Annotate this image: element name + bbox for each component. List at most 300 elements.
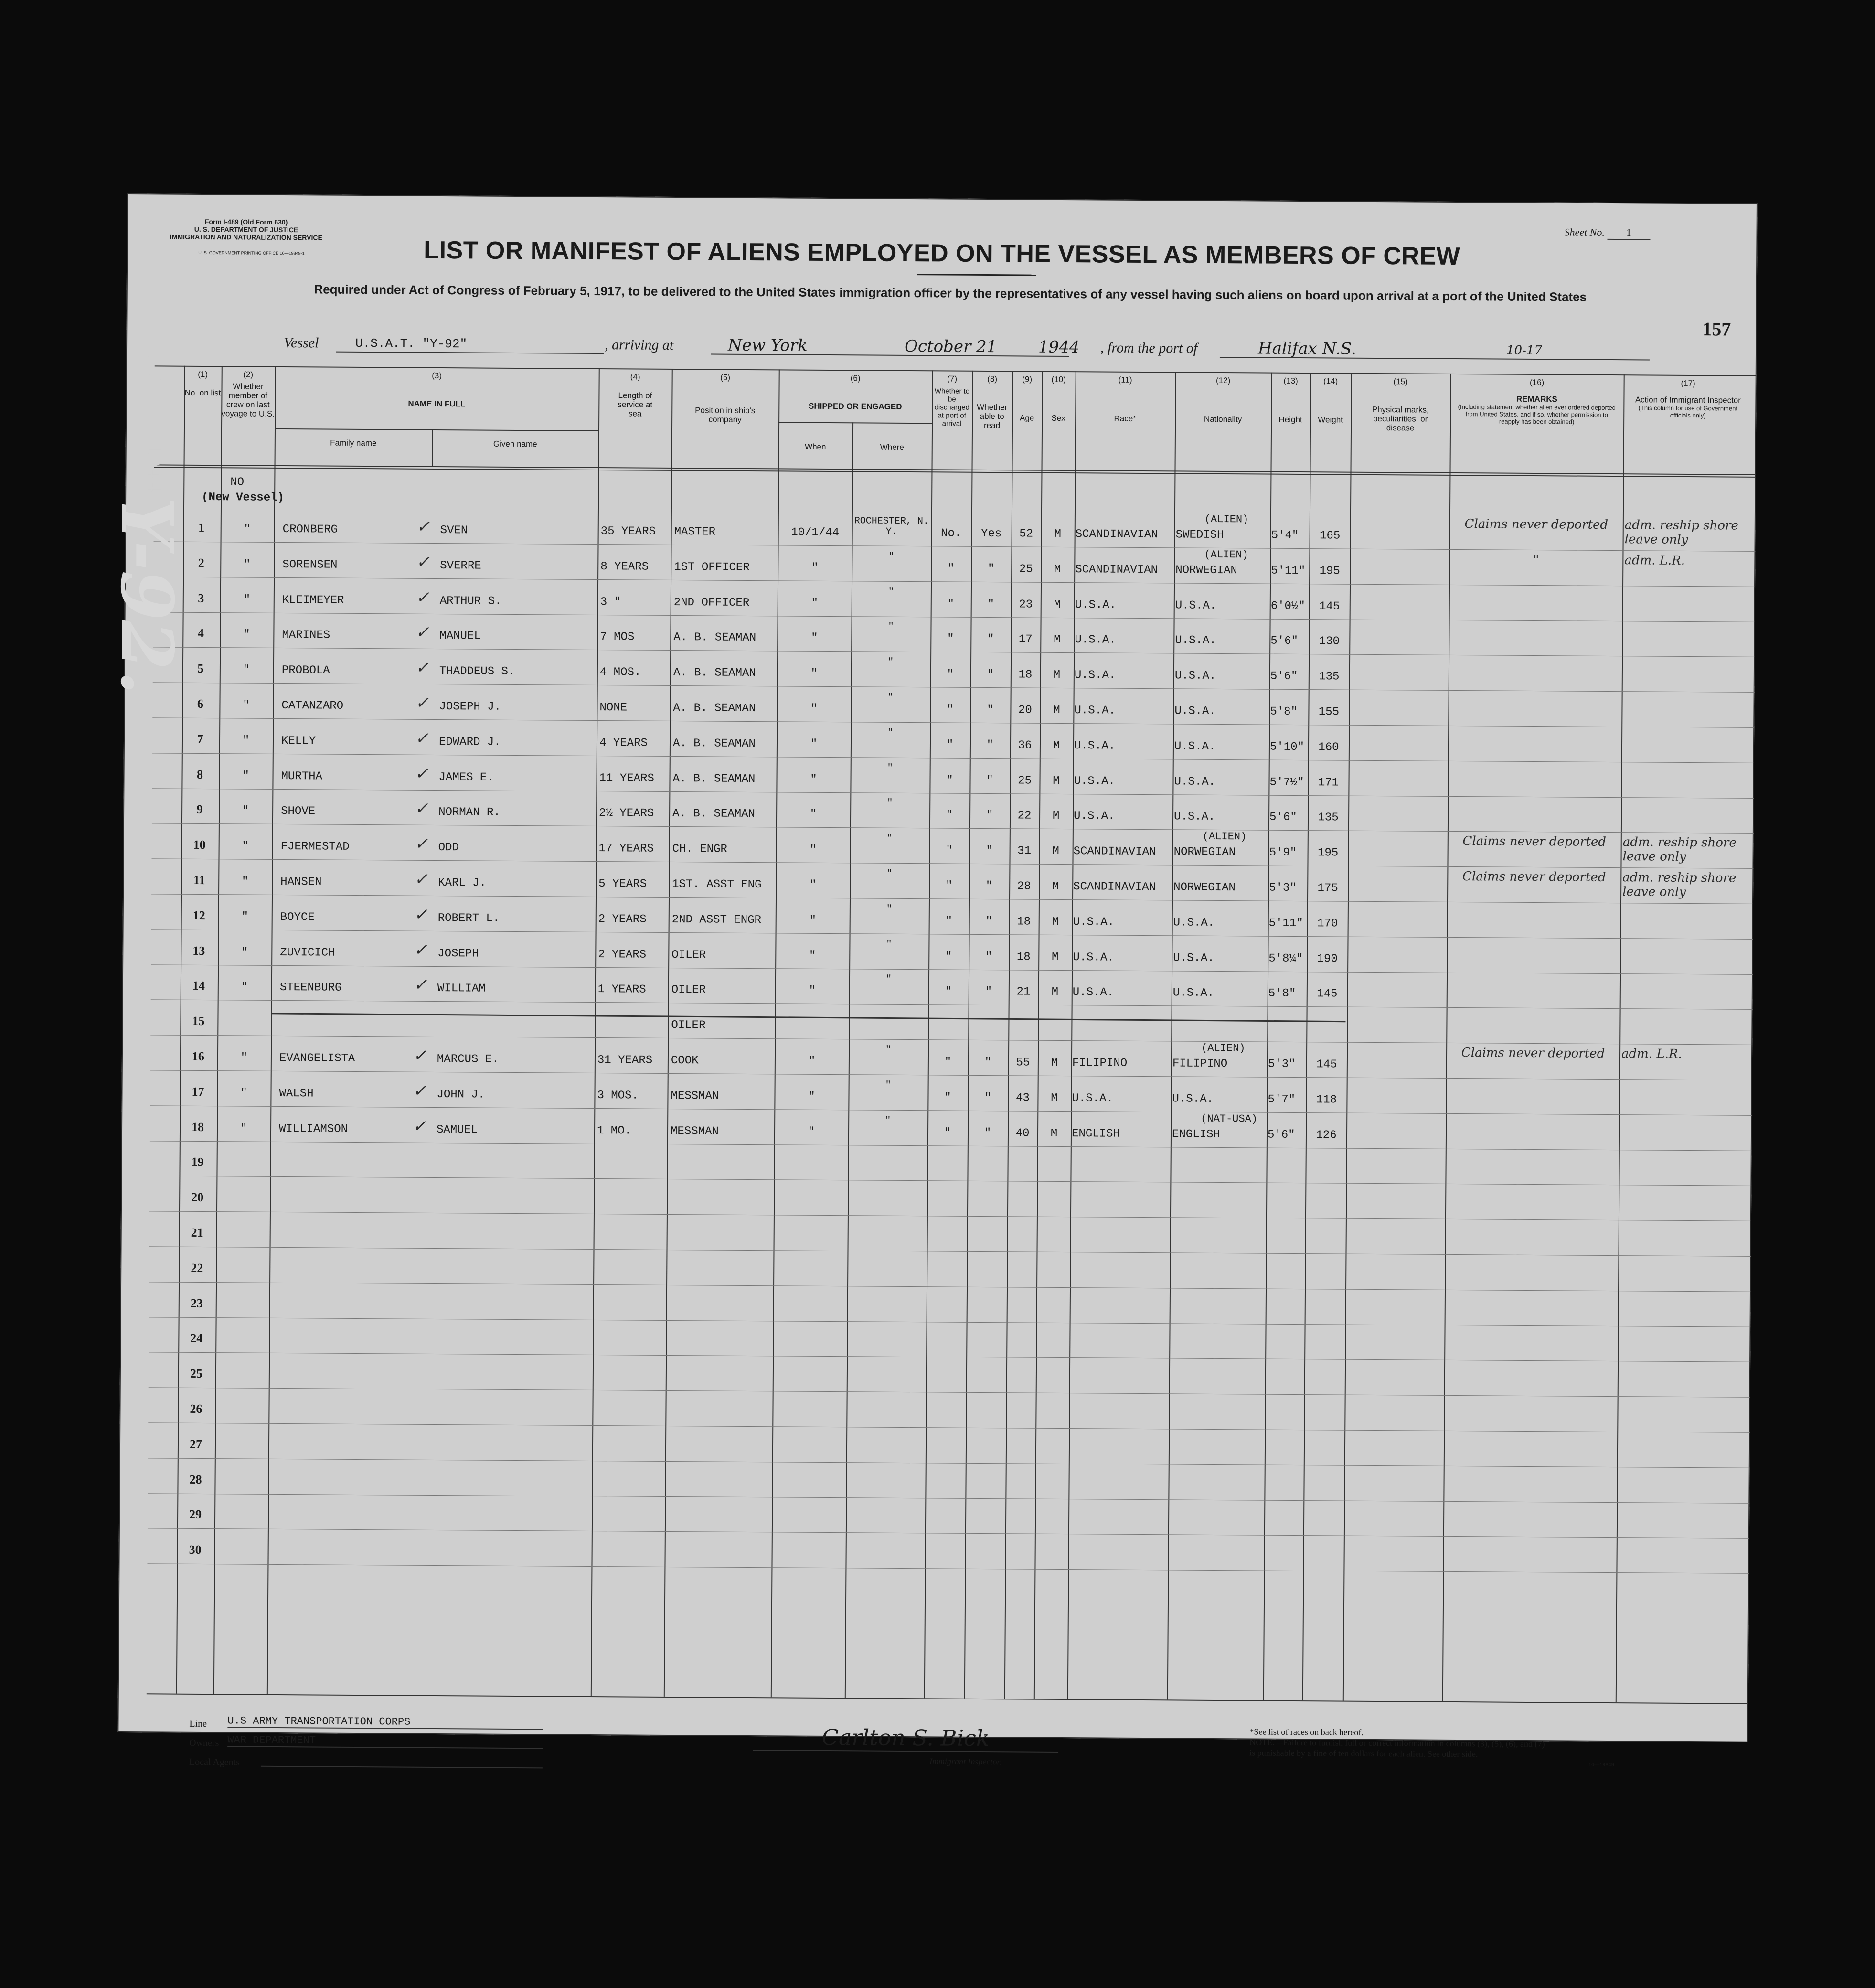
column-sublabel: (This column for use of Government officials only) — [1638, 404, 1738, 419]
cell-given-name: MARCUS E. — [437, 1052, 499, 1066]
row-number: 4 — [197, 626, 204, 640]
cell-age: 18 — [1017, 915, 1031, 929]
cell-discharged: " — [944, 1091, 951, 1104]
cell-position: A. B. SEAMAN — [673, 702, 756, 716]
cell-shipped-where: " — [887, 727, 894, 738]
cell-able-to-read: " — [987, 668, 994, 682]
cell-sex: M — [1051, 951, 1059, 964]
cell-weight: 135 — [1318, 811, 1339, 824]
sheet-number-label: Sheet No. — [1564, 226, 1605, 238]
row-rule — [150, 1141, 1752, 1151]
cell-nationality-note: (ALIEN) — [1201, 1042, 1246, 1055]
cell-race: U.S.A. — [1075, 633, 1116, 647]
cell-sex: M — [1053, 774, 1060, 788]
cell-discharged: " — [946, 844, 953, 857]
cell-service: 11 YEARS — [599, 772, 654, 785]
cell-age: 52 — [1019, 527, 1033, 541]
cell-nationality: U.S.A. — [1172, 1092, 1214, 1106]
inspector-label: Immigrant Inspector. — [929, 1756, 1002, 1767]
cell-height: 5'11" — [1268, 917, 1303, 930]
checkmark-icon: ✓ — [413, 975, 427, 994]
row-rule — [151, 894, 1753, 904]
cell-height: 5'11" — [1271, 564, 1306, 578]
row-number: 10 — [193, 837, 206, 852]
from-date: 10-17 — [1506, 343, 1543, 358]
cell-action — [1622, 976, 1751, 977]
cell-weight: 190 — [1317, 952, 1338, 966]
column-label: Position in ship's company — [695, 406, 756, 424]
cell-position: 1ST. ASST ENG — [672, 877, 762, 892]
column-number: (9) — [1022, 374, 1033, 384]
row-rule — [151, 999, 1753, 1009]
cell-shipped-when: 10/1/44 — [791, 526, 840, 540]
cell-service: 2½ YEARS — [599, 807, 654, 820]
cell-remarks: Claims never deported — [1461, 1046, 1605, 1061]
column-number: (4) — [630, 372, 640, 382]
cell-family-name: KLEIMEYER — [282, 594, 344, 607]
row-rule — [148, 1458, 1750, 1468]
form-id-line: IMMIGRATION AND NATURALIZATION SERVICE — [170, 233, 322, 242]
cell-service: 4 MOS. — [599, 666, 641, 679]
cell-nationality-note: (ALIEN) — [1204, 513, 1249, 526]
cell-weight: 145 — [1317, 987, 1338, 1001]
footnote-races: *See list of races on back hereof. — [1249, 1727, 1364, 1737]
row-rule — [152, 717, 1754, 727]
cell-position: A. B. SEAMAN — [673, 666, 756, 680]
checkmark-icon: ✓ — [414, 869, 428, 889]
cell-service: NONE — [599, 701, 628, 715]
checkmark-icon: ✓ — [414, 940, 427, 960]
checkmark-icon: ✓ — [414, 905, 428, 924]
cell-family-name: WILLIAMSON — [278, 1122, 348, 1136]
cell-height: 5'8" — [1268, 987, 1296, 1000]
row-rule — [148, 1493, 1749, 1503]
cell-action: adm. reship shore leave only — [1622, 870, 1737, 899]
column-label: Whether able to read — [977, 402, 1008, 430]
column-subheader-when: When — [805, 442, 826, 451]
cell-discharged: " — [946, 809, 953, 822]
cell-given-name: SAMUEL — [436, 1123, 478, 1137]
row-rule — [149, 1282, 1751, 1292]
cell-prior-crew: " — [244, 523, 251, 536]
cell-family-name: KELLY — [281, 734, 316, 748]
cell-position: OILER — [671, 948, 706, 962]
checkmark-icon: ✓ — [415, 799, 428, 818]
cell-given-name: ARTHUR S. — [439, 595, 502, 608]
cell-age: 18 — [1018, 668, 1033, 682]
column-header-no — [184, 370, 221, 397]
cell-family-name: CATANZARO — [281, 699, 344, 713]
cell-weight: 126 — [1316, 1129, 1337, 1142]
column-label: Weight — [1318, 415, 1343, 425]
column-header-position — [671, 373, 779, 424]
page-title: LIST OR MANIFEST OF ALIENS EMPLOYED ON THE VESSEL AS MEMBERS OF CREW — [424, 236, 1460, 271]
cell-sex: M — [1054, 563, 1061, 576]
cell-race: FILIPINO — [1072, 1057, 1128, 1070]
cell-service: 2 YEARS — [598, 948, 647, 962]
cell-age: 20 — [1018, 704, 1032, 717]
cell-family-name: STEENBURG — [279, 981, 342, 994]
cell-sex: M — [1053, 668, 1061, 682]
cell-shipped-when: " — [811, 631, 818, 645]
cell-nationality: NORWEGIAN — [1175, 564, 1237, 577]
owners-value: WAR DEPARTMENT — [227, 1734, 543, 1749]
cell-remarks: " — [1533, 553, 1539, 567]
cell-prior-crew: " — [242, 804, 249, 818]
cell-remarks: Claims never deported — [1462, 869, 1606, 885]
cell-action: adm. reship shore leave only — [1622, 835, 1737, 864]
cell-height: 5'9" — [1269, 846, 1297, 859]
cell-shipped-where: " — [885, 973, 892, 985]
column-subheader-where: Where — [880, 442, 904, 452]
row-rule — [152, 753, 1754, 763]
cell-nationality-note: (NAT-USA) — [1201, 1112, 1258, 1125]
row-number: 3 — [198, 591, 204, 606]
checkmark-icon: ✓ — [415, 622, 430, 642]
cell-shipped-when: " — [809, 984, 816, 997]
cell-given-name: JOSEPH J. — [439, 700, 501, 714]
row-rule — [148, 1422, 1750, 1432]
column-label: Length of service at sea — [618, 391, 653, 418]
cell-able-to-read: " — [984, 1091, 991, 1105]
cell-family-name: ZUVICICH — [280, 946, 335, 960]
cell-nationality: U.S.A. — [1174, 775, 1216, 789]
row-rule — [152, 788, 1754, 798]
row-rule — [151, 858, 1753, 868]
cell-prior-crew: " — [241, 910, 249, 924]
row-number: 23 — [190, 1296, 203, 1311]
cell-race: U.S.A. — [1074, 704, 1116, 717]
column-number: (16) — [1529, 377, 1545, 387]
cell-height: 5'3" — [1268, 1058, 1296, 1071]
cell-given-name: MANUEL — [439, 630, 481, 643]
arriving-label: , arriving at — [604, 337, 674, 353]
cell-prior-crew: " — [241, 875, 249, 888]
cell-shipped-where: " — [887, 692, 894, 703]
row-rule — [153, 577, 1755, 587]
cell-race: SCANDINAVIAN — [1073, 845, 1156, 859]
cell-position: MASTER — [674, 525, 716, 539]
column-label: Age — [1019, 413, 1034, 423]
cell-family-name: FJERMESTAD — [280, 840, 350, 854]
row-number: 1 — [198, 520, 205, 535]
cell-remarks — [1452, 622, 1619, 623]
cell-remarks: Claims never deported — [1464, 517, 1609, 532]
cell-position: MESSMAN — [671, 1089, 719, 1103]
cell-age: 21 — [1016, 985, 1031, 999]
column-header-service — [598, 372, 672, 418]
cell-discharged: " — [947, 703, 954, 716]
cell-action: adm. L.R. — [1621, 1047, 1682, 1061]
column-label: Height — [1278, 415, 1302, 425]
row-rule — [149, 1387, 1750, 1397]
cell-able-to-read: " — [986, 774, 993, 788]
cell-nationality: U.S.A. — [1174, 669, 1216, 683]
cell-service: 17 YEARS — [598, 842, 654, 855]
cell-age: 40 — [1015, 1127, 1030, 1140]
cell-prior-crew: " — [240, 1051, 248, 1065]
cell-shipped-where: " — [885, 1115, 891, 1126]
cell-weight: 175 — [1317, 882, 1338, 895]
column-subheader-given: Given name — [493, 439, 537, 449]
cell-position: A. B. SEAMAN — [672, 737, 756, 751]
cell-shipped-when: " — [811, 597, 819, 610]
cell-action — [1623, 729, 1752, 730]
cell-nationality: FILIPINO — [1172, 1057, 1228, 1071]
cell-age: 18 — [1016, 951, 1031, 964]
line-label: Line — [189, 1718, 207, 1730]
cell-service: 35 YEARS — [600, 525, 656, 538]
cell-discharged: " — [946, 738, 954, 752]
cell-race: ENGLISH — [1071, 1127, 1120, 1141]
cell-weight: 135 — [1319, 670, 1340, 684]
row-number: 19 — [191, 1154, 204, 1169]
row-rule — [149, 1246, 1751, 1256]
column-header-remarks — [1450, 377, 1624, 426]
cell-race: U.S.A. — [1072, 1092, 1113, 1105]
cell-prior-crew: " — [243, 558, 251, 571]
column-header-prior-crew — [221, 370, 275, 418]
cell-given-name: SVERRE — [440, 559, 481, 573]
cell-weight: 145 — [1316, 1058, 1337, 1071]
column-label: SHIPPED OR ENGAGED — [808, 401, 902, 411]
column-number: (2) — [243, 370, 254, 379]
cell-height: 5'6" — [1269, 811, 1297, 824]
from-port-label: , from the port of — [1100, 340, 1198, 356]
checkmark-icon: ✓ — [416, 517, 430, 536]
cell-height: 5'4" — [1271, 529, 1299, 542]
cell-service: 5 YEARS — [598, 877, 647, 891]
cell-shipped-where: " — [888, 551, 895, 562]
cell-family-name: SHOVE — [281, 804, 316, 818]
cell-able-to-read: " — [987, 633, 994, 646]
owners-label: Owners — [189, 1737, 219, 1749]
cell-shipped-where: " — [885, 1080, 891, 1091]
cell-age: 25 — [1018, 774, 1032, 788]
column-number: (11) — [1118, 375, 1132, 385]
cell-age: 22 — [1017, 809, 1032, 823]
cell-family-name: PROBOLA — [281, 663, 330, 677]
cell-action — [1621, 1117, 1750, 1118]
cell-sex: M — [1052, 880, 1059, 893]
cell-shipped-when: " — [810, 808, 817, 821]
row-rule — [150, 1070, 1752, 1080]
cell-sex: M — [1052, 915, 1059, 929]
no-marker: NO — [230, 476, 245, 489]
row-number: 18 — [191, 1120, 204, 1134]
margin-vessel-note: Y-92. — [105, 497, 189, 695]
cell-position: 2ND OFFICER — [673, 596, 750, 609]
cell-shipped-when — [776, 1019, 848, 1020]
column-header-height — [1271, 376, 1310, 424]
row-rule — [149, 1176, 1751, 1186]
column-number: (10) — [1051, 374, 1066, 385]
row-number: 25 — [190, 1366, 203, 1381]
cell-height: 5'6" — [1267, 1128, 1295, 1142]
column-label: No. on list — [184, 388, 221, 398]
checkmark-icon: ✓ — [415, 764, 429, 783]
cell-remarks — [1450, 905, 1618, 906]
cell-height: 6'0½" — [1270, 599, 1305, 613]
cell-sex: M — [1054, 633, 1061, 646]
form-id-line: Form I-489 (Old Form 630) — [204, 217, 288, 226]
cell-age: 23 — [1019, 598, 1033, 611]
new-vessel-note: (New Vessel) — [202, 491, 285, 505]
cell-shipped-where: " — [886, 868, 893, 879]
cell-age: 28 — [1017, 880, 1031, 893]
cell-height: 5'3" — [1269, 881, 1297, 895]
cell-able-to-read: " — [986, 739, 994, 752]
cell-able-to-read: Yes — [980, 527, 1002, 541]
cell-shipped-when: " — [810, 737, 818, 751]
cell-position: OILER — [671, 983, 706, 997]
cell-age: 55 — [1016, 1056, 1030, 1069]
cell-given-name: ROBERT L. — [437, 912, 500, 925]
cell-action — [1624, 694, 1753, 695]
checkmark-icon: ✓ — [416, 552, 430, 572]
cell-able-to-read: " — [987, 563, 995, 576]
cell-shipped-where — [851, 1009, 927, 1010]
cell-position: 2ND ASST ENGR — [671, 913, 762, 927]
row-number: 6 — [197, 696, 204, 711]
row-number: 24 — [190, 1331, 203, 1346]
cell-given-name: SVEN — [440, 524, 468, 537]
column-subheader-family: Family name — [330, 438, 377, 448]
row-number: 21 — [191, 1225, 203, 1240]
cell-nationality: U.S.A. — [1174, 705, 1216, 718]
cell-service: 7 MOS — [600, 631, 635, 644]
cell-discharged: No. — [940, 527, 962, 540]
cell-weight: 118 — [1316, 1093, 1337, 1107]
cell-remarks — [1451, 799, 1618, 800]
cell-action — [1621, 1082, 1750, 1083]
local-agents-label: Local Agents — [189, 1756, 240, 1768]
cell-race — [1072, 1021, 1170, 1022]
row-rule — [148, 1528, 1749, 1538]
cell-age: 36 — [1018, 739, 1032, 752]
cell-shipped-where: " — [888, 586, 895, 598]
cell-remarks — [1450, 940, 1618, 941]
cell-given-name: WILLIAM — [437, 982, 486, 995]
checkmark-icon: ✓ — [415, 693, 429, 713]
cell-given-name: JOHN J. — [437, 1088, 485, 1101]
cell-service: 31 YEARS — [597, 1054, 653, 1067]
cell-given-name: KARL J. — [438, 876, 487, 890]
cell-position: A. B. SEAMAN — [673, 631, 756, 645]
cell-nationality: U.S.A. — [1175, 634, 1216, 647]
cell-nationality: U.S.A. — [1174, 740, 1216, 753]
column-header-discharged — [932, 374, 972, 428]
column-header-race — [1075, 375, 1175, 423]
cell-given-name — [437, 1017, 590, 1018]
cell-sex: M — [1051, 985, 1059, 999]
column-header-action — [1623, 378, 1753, 419]
checkmark-icon: ✓ — [415, 728, 429, 748]
cell-position: MESSMAN — [670, 1124, 719, 1138]
cell-height: 5'10" — [1269, 740, 1305, 754]
cell-service — [597, 1018, 667, 1019]
cell-able-to-read: " — [986, 809, 993, 823]
cell-height: 5'8" — [1270, 705, 1298, 718]
cell-able-to-read: " — [986, 844, 993, 858]
cell-shipped-when: " — [810, 702, 818, 716]
cell-shipped-when: " — [808, 1090, 815, 1103]
sheet-number-value: 1 — [1607, 226, 1650, 240]
cell-sex: M — [1050, 1127, 1058, 1140]
cell-action: adm. reship shore leave only — [1624, 518, 1738, 547]
cell-weight: 145 — [1319, 600, 1340, 613]
checkmark-icon: ✓ — [412, 1116, 426, 1136]
column-label: Sex — [1051, 413, 1065, 423]
cell-race: SCANDINAVIAN — [1075, 528, 1158, 542]
cell-discharged: " — [944, 1056, 952, 1069]
cell-action — [1622, 1011, 1751, 1012]
column-header-name — [275, 370, 598, 409]
strike-line — [271, 1013, 1346, 1022]
row-number: 22 — [191, 1261, 203, 1275]
footer-notes — [1249, 1726, 1545, 1760]
column-label: Action of Immigrant Inspector — [1635, 395, 1741, 405]
checkmark-icon: ✓ — [413, 1046, 427, 1065]
row-number: 29 — [189, 1507, 202, 1522]
cell-weight: 130 — [1319, 635, 1340, 648]
cell-nationality: U.S.A. — [1173, 810, 1215, 823]
manifest-sheet — [117, 193, 1758, 1768]
cell-shipped-when: " — [809, 914, 817, 927]
row-number: 11 — [193, 873, 205, 887]
cell-nationality-note: (ALIEN) — [1202, 830, 1247, 843]
row-rule — [150, 1105, 1752, 1115]
row-number: 14 — [192, 978, 205, 993]
cell-family-name: MARINES — [282, 628, 330, 642]
row-number: 2 — [198, 556, 204, 570]
cell-race: U.S.A. — [1073, 916, 1115, 929]
cell-shipped-where: " — [888, 621, 894, 632]
column-label: Race* — [1114, 414, 1136, 423]
cell-weight: 170 — [1317, 917, 1338, 930]
cell-family-name: CRONBERG — [282, 523, 338, 536]
checkmark-icon: ✓ — [415, 588, 430, 607]
row-number: 20 — [191, 1190, 204, 1205]
cell-discharged: " — [945, 950, 952, 963]
arrival-year: 1944 — [1038, 337, 1080, 357]
cell-given-name: NORMAN R. — [438, 806, 501, 819]
cell-age: 31 — [1017, 844, 1032, 858]
footnote-penalty: NOTE.—Failure to furnish full or correct information in columns (3), (5), (6), and (7) is punishable by a fine of ten dollars for each alien. See other side. — [1249, 1737, 1545, 1759]
row-rule — [154, 541, 1756, 551]
cell-position: 1ST OFFICER — [674, 561, 750, 574]
cell-shipped-where: " — [886, 939, 892, 950]
cell-remarks — [1450, 1010, 1617, 1011]
cell-action — [1622, 941, 1751, 942]
cell-sex: M — [1054, 527, 1061, 541]
cell-action — [1622, 906, 1751, 907]
from-port: Halifax N.S. — [1257, 339, 1356, 359]
column-number: (5) — [720, 373, 731, 382]
cell-given-name: EDWARD J. — [438, 736, 501, 749]
cell-position: CH. ENGR — [672, 842, 727, 856]
cell-given-name: JAMES E. — [438, 771, 494, 784]
row-number: 17 — [192, 1084, 204, 1099]
column-label: Whether to be discharged at port of arrival — [934, 387, 970, 428]
row-number: 9 — [196, 802, 203, 816]
cell-action — [1624, 588, 1753, 589]
sheet-number — [1564, 226, 1650, 240]
row-rule — [151, 964, 1753, 974]
column-label: REMARKS — [1516, 394, 1557, 404]
column-header-nationality — [1175, 375, 1271, 424]
cell-sex: M — [1052, 809, 1060, 823]
